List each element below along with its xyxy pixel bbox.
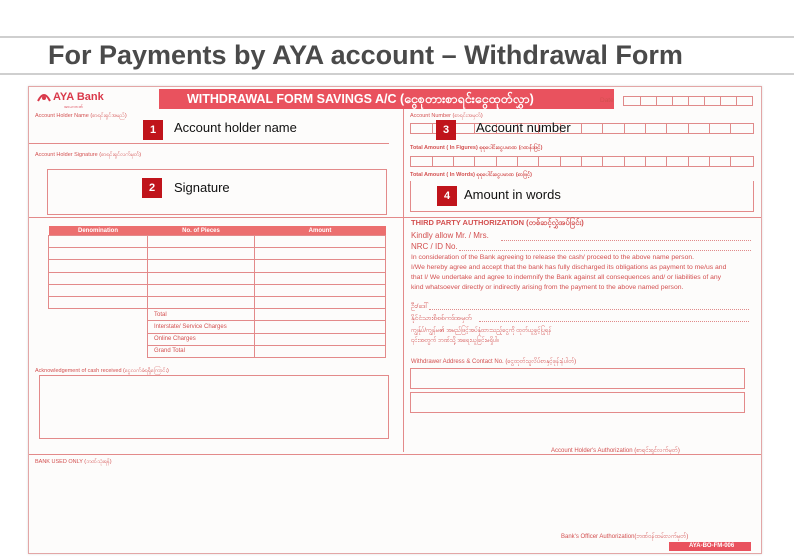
divider: [29, 143, 389, 144]
aya-logo-icon: [37, 91, 51, 103]
amount-words-field[interactable]: [410, 181, 754, 212]
myanmar-line: နိုင်ငံသားစိစစ်ကဒ်အမှတ်: [411, 315, 472, 322]
account-holder-authorization-label: Account Holder's Authorization (စာရင်းရှင်လက်မှတ်): [551, 448, 680, 454]
nrc-field[interactable]: [459, 250, 751, 251]
tpa-line: kind whatsoever directly or indirectly arising from the payment to the above named person.: [411, 284, 684, 291]
slide-title: For Payments by AYA account – Withdrawal Form: [48, 40, 683, 70]
summary-label: Total: [148, 309, 255, 321]
annotation-label-2: Signature: [174, 180, 230, 195]
table-row[interactable]: [49, 284, 386, 296]
bank-officer-authorization-label: Bank's Officer Authorization(ဘဏ်ဝန်ထမ်းလက်မှတ်): [561, 534, 689, 540]
table-row[interactable]: [49, 272, 386, 284]
table-row[interactable]: [49, 296, 386, 308]
table-row[interactable]: [49, 321, 386, 333]
account-holder-signature-label: Account Holder Signature (စာရင်းရှင်လက်မှတ်): [35, 152, 142, 158]
bank-logo-text: AYA Bank: [53, 91, 104, 103]
account-holder-name-label: Account Holder Name (စာရင်းရှင်အမည်): [35, 113, 127, 119]
column-divider: [403, 109, 404, 452]
form-code: AYA-BO-FM-006: [689, 543, 735, 549]
myanmar-field[interactable]: [429, 309, 749, 310]
divider: [29, 454, 761, 455]
column-header: Denomination: [49, 226, 148, 236]
annotation-marker-2: 2: [142, 178, 162, 198]
summary-label: Grand Total: [148, 345, 255, 357]
acknowledgement-box[interactable]: [39, 375, 389, 439]
column-header: No. of Pieces: [148, 226, 255, 236]
myanmar-line: ၎င်းအတွက် ဘဏ်သို့ အရေးယူခြင်းမရှိပါ။: [411, 338, 500, 344]
annotation-label-3: Account number: [476, 120, 571, 135]
summary-label: Interstate/ Service Charges: [148, 321, 255, 333]
withdrawer-address-field[interactable]: [410, 368, 745, 389]
table-row[interactable]: [49, 309, 386, 321]
denomination-table: [48, 226, 386, 358]
date-label: Date: [600, 97, 614, 104]
annotation-label-4: Amount in words: [464, 187, 561, 202]
total-words-label: Total Amount ( In Words) စုစုပေါင်းငွေပမာဏ (စာဖြင့်): [410, 172, 532, 178]
form-title-banner: WITHDRAWAL FORM SAVINGS A/C (ငွေစုတားစာရင်းငွေထုတ်လွှာ): [159, 89, 614, 109]
myanmar-line: ဦး/ဒေါ်: [411, 303, 429, 310]
withdrawer-contact-field[interactable]: [410, 392, 745, 413]
divider: [29, 217, 761, 218]
title-divider: [0, 73, 794, 75]
myanmar-field[interactable]: [479, 321, 749, 322]
summary-label: Online Charges: [148, 333, 255, 345]
annotation-label-1: Account holder name: [174, 120, 297, 135]
annotation-marker-4: 4: [437, 186, 457, 206]
total-figures-field[interactable]: [410, 156, 754, 167]
table-row[interactable]: [49, 345, 386, 357]
annotation-marker-1: 1: [143, 120, 163, 140]
total-figures-label: Total Amount ( In Figures) စုစုပေါင်းငွေပမာဏ (ဂဏန်းဖြင့်): [410, 145, 543, 151]
tpa-line: I/We hereby agree and accept that the bank has fully discharged its obligations as payment to me/us and: [411, 264, 727, 271]
bank-used-only-label: BANK USED ONLY (ဘဏ်သုံးရန်): [35, 459, 112, 465]
withdrawer-address-label: Withdrawer Address & Contact No. (ငွေထုတ်သူလိပ်စာနှင့်ဖုန်းနံပါတ်): [411, 359, 577, 365]
top-divider: [0, 36, 794, 38]
tpa-line: In consideration of the Bank agreeing to release the cash/ proceed to the above name person.: [411, 254, 695, 261]
tpa-line: that I/ We undertake and agree to indemnify the Bank against all consequences and/ or liabilities of any: [411, 274, 722, 281]
myanmar-line: ကျွန်ုပ်/ကျွန်မ၏ အမည်ဖြင့်အပ်နှံထားသည့်ငွေကို ထုတ်ယူခွင့်ပြုရန်: [411, 328, 552, 334]
nrc-label: NRC / ID No.: [411, 242, 458, 251]
date-field[interactable]: [623, 96, 753, 106]
acknowledgement-label: Acknowledgement of cash received (ငွေလက်ခံရရှိကြောင်း): [35, 368, 169, 374]
bank-logo-subtext: အာယာဘဏ်: [64, 104, 83, 109]
table-row[interactable]: [49, 333, 386, 345]
third-party-heading: THIRD PARTY AUTHORIZATION (တစ်ဆင့်လွှဲအပ်ခြင်း): [411, 218, 584, 227]
annotation-marker-3: 3: [436, 120, 456, 140]
kindly-allow-label: Kindly allow Mr. / Mrs.: [411, 231, 489, 240]
account-number-field[interactable]: [410, 123, 754, 134]
table-row[interactable]: [49, 260, 386, 272]
withdrawal-form: [28, 86, 762, 554]
table-row[interactable]: [49, 248, 386, 260]
account-number-label: Account Number (စာရင်းအမှတ်): [410, 113, 483, 119]
column-header: Amount: [255, 226, 386, 236]
kindly-allow-field[interactable]: [501, 240, 751, 241]
table-row[interactable]: [49, 236, 386, 248]
